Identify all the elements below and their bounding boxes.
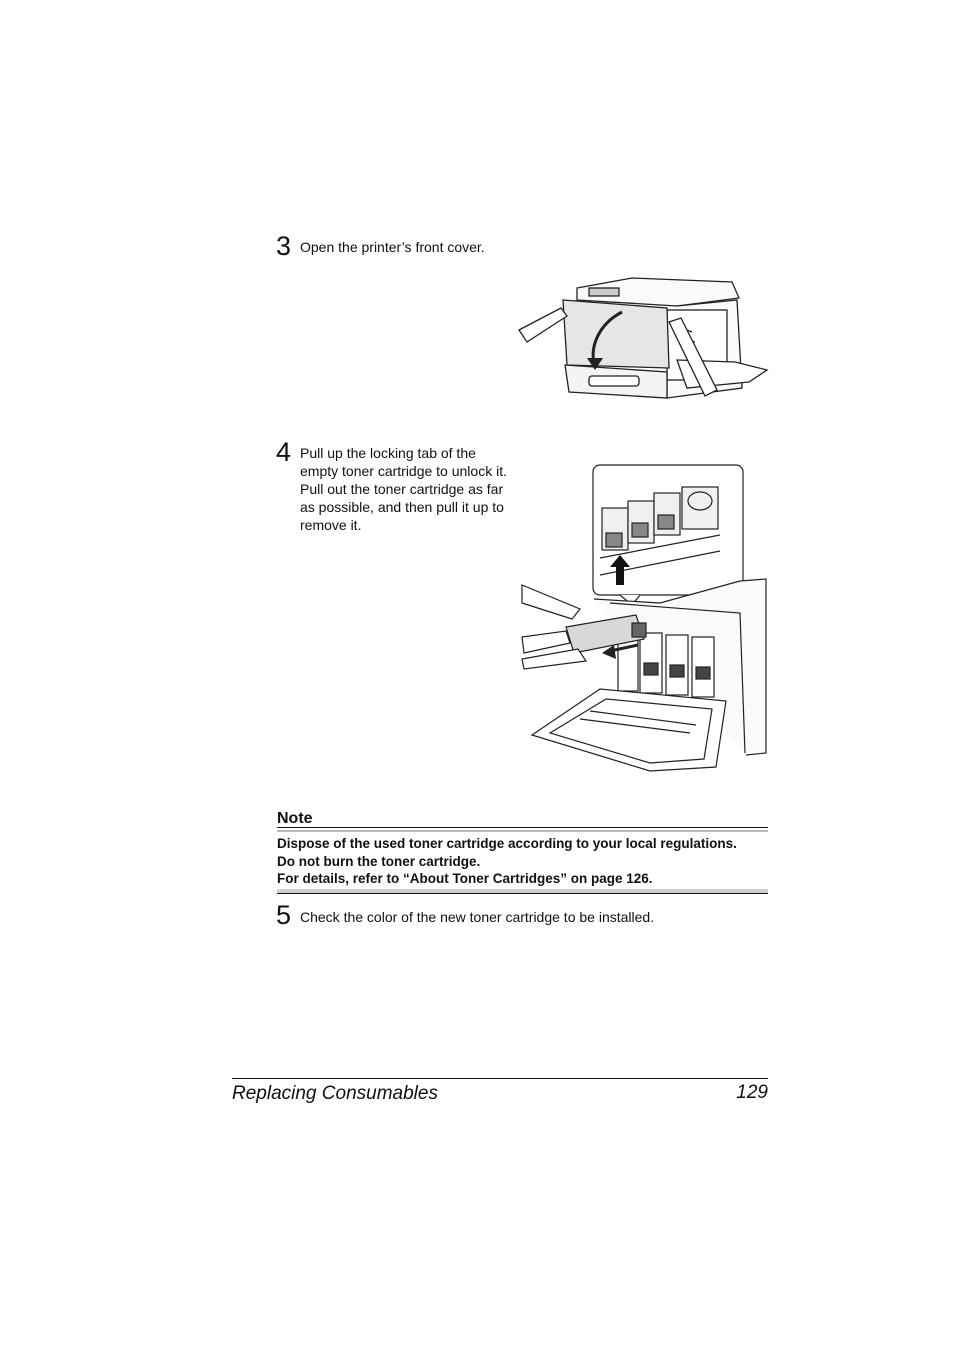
printer-front-cover-illustration (517, 270, 769, 410)
note-title: Note (277, 810, 313, 827)
note-body (277, 835, 772, 888)
footer-section-title: Replacing Consumables (232, 1083, 438, 1104)
note-top-rule-shade (277, 830, 768, 832)
step-4-text: Pull up the locking tab of the empty toner cartridge to unlock it. Pull out the toner cartridge as far as possible, and then pull it up to remove it. (300, 445, 507, 533)
toner-cartridge-removal-illustration (520, 463, 768, 775)
step-3-number: 3 (276, 231, 292, 261)
step-5-number: 5 (276, 900, 292, 930)
note-bottom-rule (277, 893, 768, 894)
note-line: Dispose of the used toner cartridge according to your local regulations. (277, 836, 737, 851)
note-line: Do not burn the toner cartridge. (277, 853, 481, 869)
page-number: 129 (736, 1082, 768, 1103)
step-3-text: Open the printer’s front cover. (300, 239, 485, 255)
step-5-text: Check the color of the new toner cartridge to be installed. (300, 909, 655, 925)
note-top-rule (277, 827, 768, 828)
footer-rule (232, 1078, 768, 1079)
note-line: For details, refer to “About Toner Cartridges” on page 126. (277, 871, 653, 886)
step-4-number: 4 (276, 437, 292, 467)
